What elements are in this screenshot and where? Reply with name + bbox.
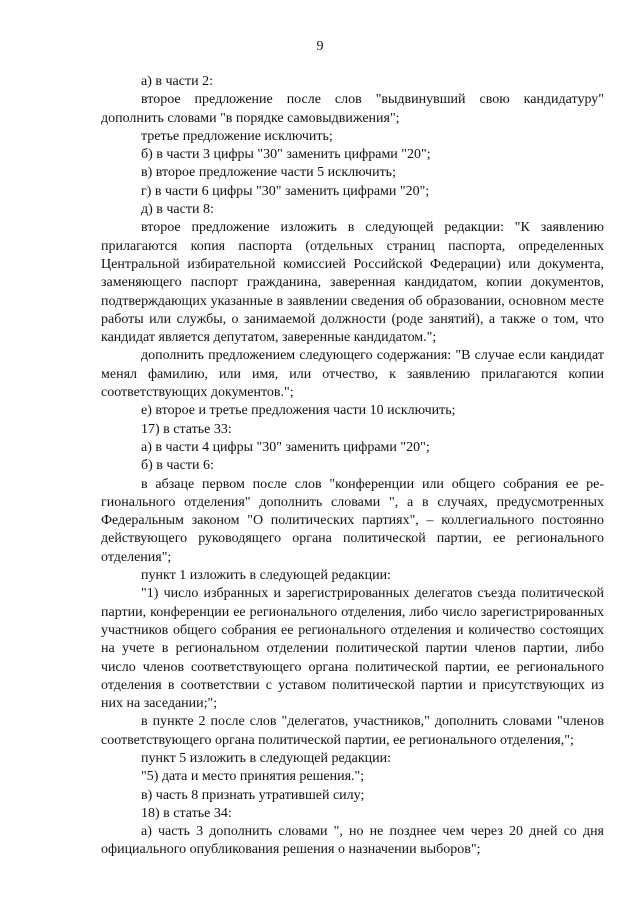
paragraph: дополнить предложением следующего содержания: "В случае если кандидат менял фамилию, или имя, или отчество, к заявлению прилагаются копии соответствующих документов."; — [101, 348, 604, 401]
document-body — [101, 73, 604, 860]
paragraph: 17) в статье 33: — [141, 421, 232, 437]
paragraph: г) в части 6 цифры "30" заменить цифрами "20"; — [141, 183, 430, 199]
paragraph: а) в части 2: — [141, 74, 213, 89]
paragraph: в) второе предложение части 5 исключить; — [141, 165, 396, 181]
paragraph: второе предложение изложить в следующей редакции: "К заявлению прилагаются копия паспорта (отдельных страниц паспорта, определенных Центральной избирательной комиссией Российской Федерации) или документа, заменяющего паспорт гражданина, заверенная кандидатом, копии документов, подтверждающих указанные в заявлении сведения об образовании, основном месте работы или службы, о занимаемой должности (роде занятий), а также о том, что кандидат является депутатом, заверенные кандидатом."; — [101, 220, 604, 346]
paragraph: пункт 1 изложить в следующей редакции: — [141, 568, 391, 584]
paragraph: второе предложение после слов "выдвинувший свою кандидатуру" дополнить словами "в порядке самовыдвижения"; — [101, 92, 604, 126]
paragraph: в) часть 8 признать утратившей силу; — [141, 787, 365, 803]
paragraph: а) в части 4 цифры "30" заменить цифрами "20"; — [141, 439, 430, 455]
paragraph: третье предложение исключить; — [141, 128, 333, 144]
paragraph: а) часть 3 дополнить словами ", но не позднее чем через 20 дней со дня официального опубликования решения о назначении выборов"; — [101, 824, 604, 858]
paragraph: 18) в статье 34: — [141, 805, 232, 821]
paragraph: в абзаце первом после слов "конференции или общего собрания ее регионального отделения" дополнить словами ", а в случаях, предусмотренных Федеральным законом "О политических партиях", – коллегиального постоянно действующего руководящего органа политической партии, ее регионального отделения"; — [101, 476, 604, 565]
page-number: 9 — [316, 39, 324, 54]
paragraph: "5) дата и место принятия решения."; — [141, 769, 365, 785]
paragraph: в пункте 2 после слов "делегатов, участников," дополнить словами "членов соответствующего органа политической партии, ее регионального отделения,"; — [101, 714, 604, 748]
paragraph: д) в части 8: — [141, 202, 214, 218]
paragraph: б) в части 3 цифры "30" заменить цифрами "20"; — [141, 147, 431, 163]
paragraph: б) в части 6: — [141, 458, 214, 474]
paragraph: пункт 5 изложить в следующей редакции: — [141, 750, 391, 766]
paragraph: е) второе и третье предложения части 10 исключить; — [141, 403, 456, 419]
paragraph: "1) число избранных и зарегистрированных делегатов съезда политической партии, конференции ее регионального отделения, либо число зарегистрированных участников общего собрания ее регионального отделения и количество состоящих на учете в региональном отделении политической партии членов партии, либо число членов соответствующего органа политической партии, ее регионального отделения в соответствии с уставом политической партии и присутствующих из них на заседании;"; — [101, 586, 604, 712]
